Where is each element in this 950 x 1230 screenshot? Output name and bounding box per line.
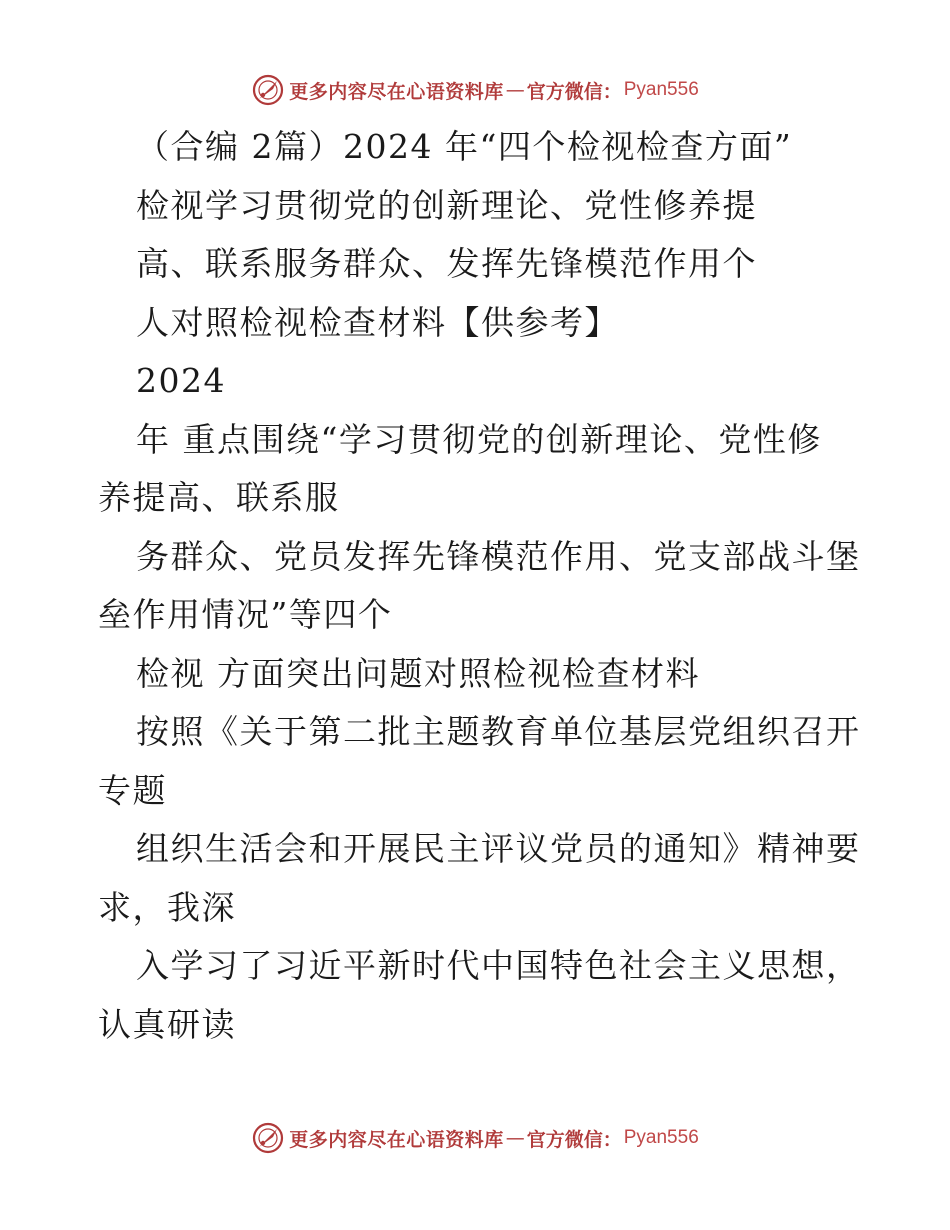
watermark-wechat-id: Pyan556: [623, 1127, 699, 1148]
document-text-line: 务群众、党员发挥先锋模范作用、党支部战斗堡: [136, 536, 861, 576]
watermark-wechat-label: 官方微信：: [526, 80, 622, 103]
header-watermark-banner: [0, 70, 950, 110]
watermark-separator: —: [505, 1127, 525, 1149]
watermark-brand-text: 更多内容尽在心语资料库: [289, 80, 504, 103]
footer-watermark-banner: [0, 1118, 950, 1158]
document-text-line: 高、联系服务群众、发挥先锋模范作用个: [136, 244, 757, 283]
document-text-line: 认真研读: [98, 1004, 236, 1044]
watermark-wechat-label: 官方微信：: [526, 1128, 622, 1151]
document-text-line: 求，我深: [98, 887, 236, 927]
quill-seal-logo-icon: [251, 1121, 285, 1155]
document-text-line: 人对照检视检查材料【供参考】: [136, 302, 619, 342]
document-text-line: 检视 方面突出问题对照检视检查材料: [136, 653, 700, 693]
document-text-line: 组织生活会和开展民主评议党员的通知》精神要: [136, 829, 861, 868]
document-text-line: 年 重点围绕“学习贯彻党的创新理论、党性修: [136, 419, 822, 459]
document-text-line: 按照《关于第二批主题教育单位基层党组织召开: [136, 712, 861, 751]
watermark-wechat-id: Pyan556: [623, 79, 699, 100]
document-text-line: 入学习了习近平新时代中国特色社会主义思想，: [136, 946, 861, 985]
quill-seal-logo-icon: [251, 73, 285, 107]
watermark-brand-text: 更多内容尽在心语资料库: [289, 1128, 504, 1151]
document-text-line: 检视学习贯彻党的创新理论、党性修养提: [136, 185, 757, 225]
document-body: [98, 118, 861, 1054]
document-text-line: 专题: [98, 770, 167, 810]
document-text-line: 养提高、联系服: [98, 478, 340, 517]
document-text-line: 2024: [136, 361, 226, 400]
document-text-line: （合编 2篇）2024 年“四个检视检查方面”: [136, 127, 793, 166]
watermark-separator: —: [505, 79, 525, 101]
document-text-line: 垒作用情况”等四个: [98, 595, 393, 634]
